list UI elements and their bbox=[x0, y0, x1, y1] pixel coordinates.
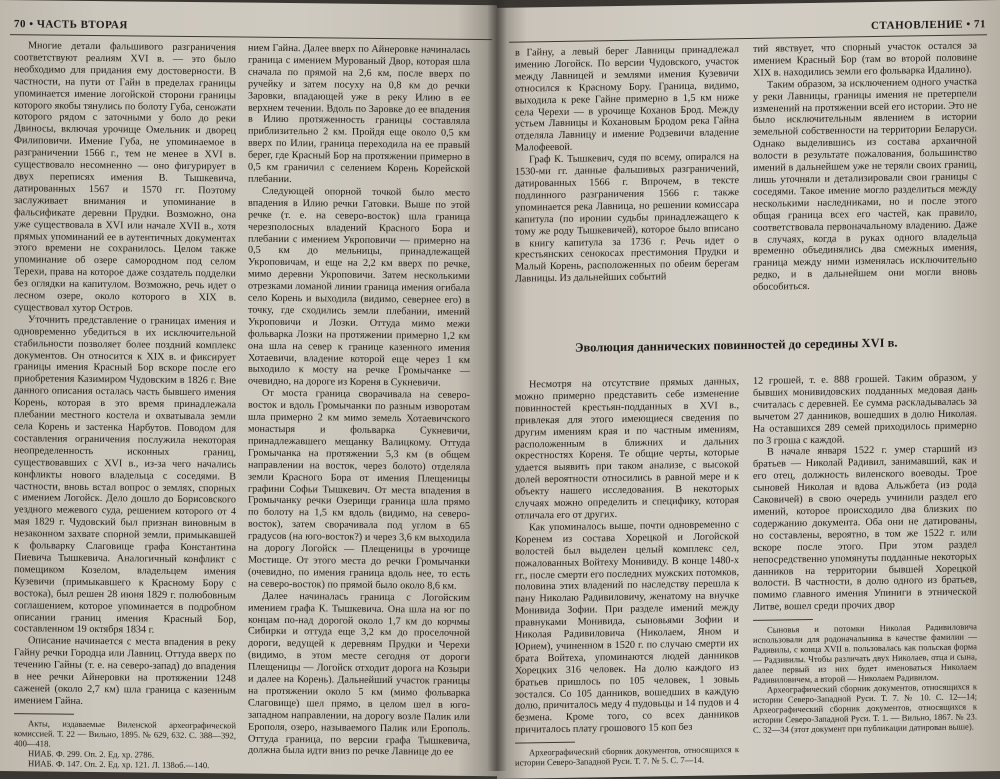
section-title: Эволюция даннических повинностей до середины XVI в. bbox=[575, 335, 898, 355]
footnote: Археографический сборник документов, относящихся к истории Северо-Западной Руси. Т. 7. № 5. С. 7—14. bbox=[515, 744, 739, 768]
footnote: Сыновья и потомки Николая Радивиловича использовали для родоначальника в качестве фамилии — Радивилы, с конца XVII в. пользовалась как польская форма — Радзивилы. Чтобы различать двух Николаев, отца и сына, далее первый из них будет именоваться Николаем Радивиловичем, а второй — Николаем Радивилом. bbox=[753, 621, 977, 686]
left-header-rule bbox=[10, 34, 492, 40]
footnote: Археографический сборник документов, относящихся к истории Северо-Западной Руси. Т. 7. № 10. С. 12—14; Археографический сборник документов, относящихся к истории Северо-Западной Руси. Т. 1. — Вильно, 1867. № 23. С. 32—34 (этот документ при публикации датирован выше). bbox=[753, 681, 977, 736]
paragraph: Описание начинается с места впадения в реку Гайну речки Городца или Лавниц. Оттуда вверх по течению Гайны (т. е. на северо-запад) до впадения в нее речки Айнеровки на протяжении 1248 саженей (около 2,7 км) шла граница с казенным имением Гайна. bbox=[14, 635, 236, 707]
right-page-number: 71 bbox=[974, 18, 986, 31]
paragraph: 12 грошей, т. е. 888 грошей. Таким образом, у бывших монивидовских подданных медовая дань считалась с деревней. Ее сумма раскладывалась за вычетом 27 данников, вошедших в долю Николая. На оставшихся 289 семей приходилось примерно по 3 гроша с каждой. bbox=[753, 372, 977, 447]
left-column-1 bbox=[14, 40, 236, 770]
right-page-title: СТАНОВЛЕНИЕ bbox=[870, 18, 964, 33]
left-page bbox=[0, 0, 497, 776]
right-column-1-top bbox=[515, 44, 739, 318]
footnote-rule bbox=[753, 619, 813, 621]
footnote-rule bbox=[14, 713, 74, 715]
paragraph: тий явствует, что спорный участок остался за имением Красный Бор (там во второй половине XIX в. находились земли его фольварка Идалино). bbox=[753, 40, 977, 79]
footnote: НИАБ. Ф. 299. Оп. 2. Ед. хр. 2786. bbox=[28, 748, 154, 760]
paragraph: От моста граница сворачивала на северо-восток и вдоль Громычанки по разным изворотам шла примерно 2 км мимо земель Хотаевичского монастыря и фольварка Сукневичи, принадлежавшего мещанку Валицкому. Оттуда Громычанка на протяжении 5,3 км (в общем направлении на восток, через болото) отделяла земли Красного Бора от имения Плещеницы графини Софьи Тышкевич. От места впадения в Громычанку речки Озерищи граница шла прямо по болоту на 1,5 км вдоль (видимо, на северо-восток), затем сворачивала под углом в 65 градусов (на юго-восток?) и через 3,6 км выходила на дорогу Логойск — Плещеницы в урочище Мостище. От этого места до речки Громычанки (очевидно, по имения граница вдоль нее, то есть на северо-восток) по прямой было около 8,6 км. bbox=[248, 388, 470, 592]
book-gutter bbox=[487, 0, 507, 771]
paragraph: Далее начиналась граница с Логойским имением графа К. Тышкевича. Она шла на юг по концам по-над дорогой около 1,7 км до корчмы Сибирки и оттуда еще 3,2 км до проселочной дороги, ведущей к деревням Прудки и Черехи (видимо, в этом месте сегодня от дороги Плещеницы — Логойск отходит дорога на Козыри и далее на Корень). Дальнейший участок границы на протяжении около 5 км (мимо фольварка Слаговище) шел прямо, в целом шел в юго-западном направлении, на дорогу возле Палик или Ерополя, озеро, называемого Палик или Ерополь. Оттуда граница, по версии графа Тышкевича, должна была идти вниз по речке Лавнице до ее bbox=[248, 590, 470, 759]
paragraph: Многие детали фальшивого разграничения соответствуют реалиям XVI в. — это было необходимо для придания ему достоверности. В частности, на пути от Гайн в пределах границы упоминается имение логойской сторони границы которого якобы тянулись по болоту Губа, сеножати которого рядом с заточными у боло до реки Двиносы, включая урочище Омельник и дворец Филиповичи. Имение Губа, не упоминаемое в разграничении 1566 г., тем не менее в XVI в. существовало несомненно — оно фигурирует в двух переписях имения В. Тышкевича, датированных 1567 и 1570 гг. Поэтому заслуживает внимания и упоминание в фальсификате деревни Прудки. Возможно, она уже существовала в XVI или начале XVII в., хотя прямых упоминаний ее в аутентичных документах этого времени не сохранилось. Целом также упоминание об озере самородном под селом Терехи, права на которое даже создатель подделки без оглядки на капитулом. Возможно, речь идет о лесном озере, около которого в XIX в. существовал хутор Остров. bbox=[14, 40, 236, 315]
footnote-rule bbox=[515, 742, 575, 744]
paragraph: Уточнить представление о границах имения и одновременно убедиться в их исключительной стабильности позволяет более поздний комплекс документов. Он относится к XIX в. и фиксирует границы имения Красный Бор вскоре после его приобретения Казимиром Чудовским в 1826 г. Вне данного описания осталась часть бывшего имения Корень, которая в это время принадлежала плебании местного костела и охватывала земли села Корень и застенка Нарбутов. Поводом для составления ограничения послужила некоторая неопределенность исконных границ, существовавших с XVI в., из-за чего начались конфликты нового владельца с соседями. В частности, вновь встал вопрос о землях, спорных с имением Логойск. Дело дошло до Борисовского уездного межевого суда, решением которого от 4 мая 1829 г. Чудовский был признан виновным в незаконном захвате спорной земли, примыкавшей к фольварку Слаговище графа Константина Пиевича Тышкевича. Аналогичный конфликт с помещиком Козелом, владельцем имения Кузевичи (примыкавшего к Красному Бору с востока), был решен 28 июня 1829 г. полюбовным соглашением, которое упоминается в подробном описании границ имения Красный Бор, составленном 19 октября 1834 г. bbox=[14, 314, 236, 637]
paragraph: Как упоминалось выше, почти одновременно с Коренем из состава Хорецкой и Логойской волостей был выделен целый комплекс сел, пожалованных Войтеху Монивиду. В конце 1480-х гг., после смерти его последних мужских потомков, половина этих владений по наследству перешла к пану Николаю Радивиловичу, женатому на внучке Монивида Зофии. При разделе имений между правнуками Монивида, сыновьями Зофии и Николая Радивиловича (Николаем, Яном и Юрием), учиненном в 1520 г. по случаю смерти их брата Войтеха, упоминаются людей данников Хорецких 316 человек. На долю каждого из братьев пришлось по 105 человек, 1 зовыь зостался. Со 105 данников, вошедших в каждую долю, причиталось меду 4 пудовьцы и 14 пудов и 4 безмена. Кроме того, со всех данников причиталось плату грошового 15 коп без bbox=[515, 518, 739, 736]
paragraph: нием Гайна. Далее вверх по Айнеровке начиналась граница с имением Мурованый Двор, которая шла сначала по прямой на 2,6 км, после вверх по ручейку и затем посуху на 0,8 км до речки Заровки, впадающей уже в реку Илию в ее верхнем течении. Вдоль по Заровке до ее впадения в Илию протяженность границы составляла приблизительно 2 км. Пройдя еще около 0,5 км вверх по Илии, граница переходила на ее правый берег, где Красный Бор на протяжении примерно в 0,5 км граничил с селением Корень Корейской плебании. bbox=[248, 42, 470, 186]
paragraph: в Гайну, а левый берег Лавницы принадлежал имению Логойск. По версии Чудовского, участок между Лавницей и землями имения Кузевичи относился к Красному Бору. Граница, видимо, выходила к реке Гайне примерно в 1,5 км ниже села Черехи — в урочище Коханов Брод. Между устьем Лавницы и Кохановым Бродом река Гайна отделяла Лавницу и имение Родзевичи владение Малофеевой. bbox=[515, 44, 739, 154]
right-column-2-bottom bbox=[753, 372, 977, 768]
right-column-2-top bbox=[753, 40, 977, 314]
left-page-number: 70 bbox=[14, 18, 26, 31]
paragraph: Несмотря на отсутствие прямых данных, можно примерно представить себе изменение повинностей крестьян-подданных в XVI в., привлекая для этого имеющиеся сведения по другим имениям края и по частным имениям, расположенным в ближних и дальних окрестностях Кореня. Те общие черты, которые удается выявить при таком анализе, с высокой долей вероятности относились в равной мере и к объекту нашего исследования. В некоторых случаях можно определить и специфику, которая отличала его от других. bbox=[515, 376, 739, 522]
left-page-title: ЧАСТЬ ВТОРАЯ bbox=[36, 18, 128, 32]
right-running-head: СТАНОВЛЕНИЕ • 71 bbox=[870, 18, 986, 33]
footnote: Акты, издаваемые Виленской археографической комиссией. Т. 22 — Вильно, 1895. № 629, 632. С. 388—392, 400—418. bbox=[14, 718, 236, 749]
paragraph: Следующей опорной точкой было место впадения в Илию речки Гатовки. Выше по этой речке (т. е. на северо-восток) шла граница черезполосных владений Красного Бора и плебании с имением Укроповичи — примерно на 0,5 км до мельницы, принадлежащей Укроповичам, и еще на 2,2 км вверх по речке, мимо деревни Укроповичи. Затем несколькими отрезками ломаной линии граница имения огибала село Корень и выходила (видимо, севернее его) в точку, где сходились земли плебании, имений Укроповичи и Лозки. Оттуда мимо межи фольварка Лозки на протяжении примерно 1,2 км она шла на север к границе казенного имения Хотаевичи, владение которой еще через 1 км выходило к мосту на речке Громычанке — очевидно, на дороге из Кореня в Сукневичи. bbox=[248, 185, 470, 389]
paragraph: Граф К. Тышкевич, судя по всему, опирался на 1530-ми гг. данные фальшивых разграничений, датированных 1566 г. Впрочем, в тексте подлинного разграничения 1566 г. также упоминается река Лавница, но решении комиссара капитула (по иронии судьбы принадлежащего к тому же роду Тышкевичей), которое было вписано в книгу капитула за 1736 г. Речь идет о крестьянских сенокосах престимония Прудки и Малый Корень, расположенных по обеим берегам Лавницы. Из дальнейших событий bbox=[515, 151, 739, 285]
paragraph: Таким образом, за исключением одного участка у реки Лавницы, границы имения не претерпели изменений на протяжении всей его истории. Это не было исключительным явлением в истории земельной собственности на территории Беларуси. Однако выделившись из состава архаичной волости в результате пожалования, большинство имений в дальнейшем уже не теряли своих границ, лишь уточняли и детализировали свои границы с соседями. Такое имение могло разделиться между несколькими наследниками, но и после этого общая граница всех его частей, как правило, соответствовала первоначальному владению. Даже в случаях, когда в руках одного владельца временно объединялись два смежных имения, граница между ними изменялась исключительно редко, и в дальнейшем они могли вновь обособиться. bbox=[753, 76, 977, 294]
right-column-1-bottom bbox=[515, 376, 739, 772]
paragraph: В начале января 1522 г. умер старший из братьев — Николай Радивил, занимавший, как и его отец, должность виленского воеводы. Трое сыновей Николая и вдова Альжбета (из рода Саковичей) в свою очередь учинили раздел его имений, которое происходило два близких по содержанию документа. Оба они не датированы, но составлены, вероятно, в том же 1522 г. или вскоре после этого. При этом раздел непосредственно упомянуты подданные некоторых данников на территории бывшей Хорецкой волости. В частности, в долю одного из братьев, помимо главного имения Упиниги в этнической Литве, вошел среди прочих двор bbox=[753, 443, 977, 614]
left-column-2 bbox=[248, 43, 470, 773]
left-running-head: 70 • ЧАСТЬ ВТОРАЯ bbox=[14, 18, 128, 32]
footnote: НИАБ. Ф. 147. Оп. 2. Ед. хр. 121. Л. 138об.—140. bbox=[28, 758, 210, 770]
right-page bbox=[497, 0, 1000, 779]
